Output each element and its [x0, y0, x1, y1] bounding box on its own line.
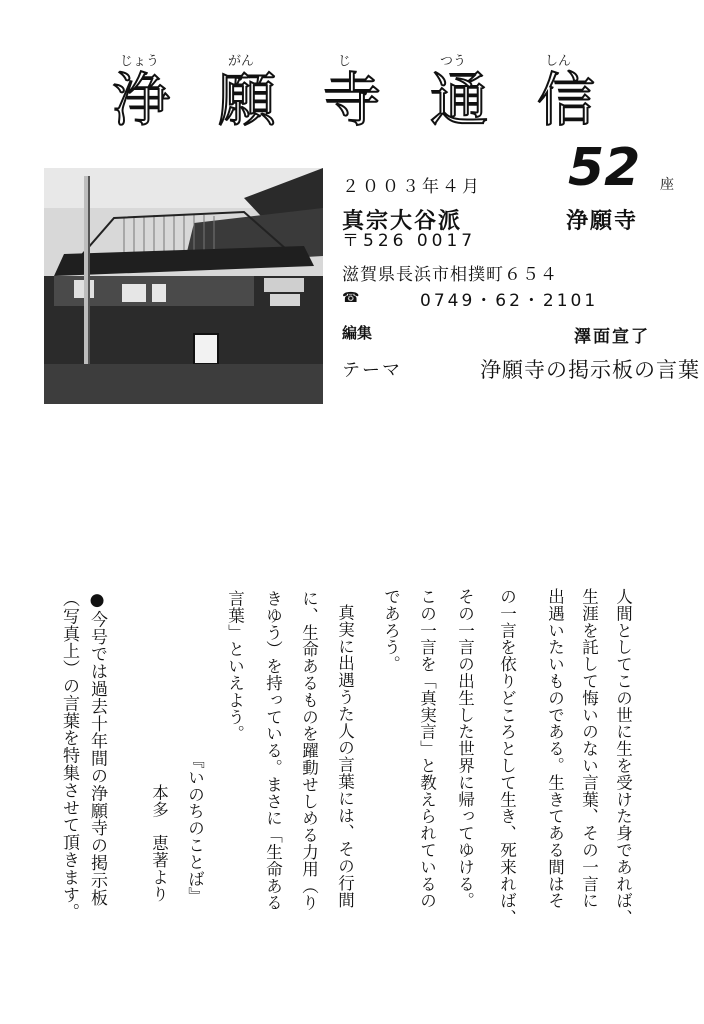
editor-name: 澤面宣了 — [574, 327, 650, 347]
furigana-shin: しん — [545, 54, 572, 69]
paragraph1-col5: その一言の出生した世界に帰ってゆける。 — [455, 588, 475, 910]
paragraph1-col3: 出遇いたいものである。生きてある間はそ — [545, 588, 565, 910]
title-char-tsuu: 通 — [430, 66, 489, 134]
paragraph1-col1: 人間としてこの世に生を受けた身であれば、 — [613, 588, 633, 926]
citation-source: 『いのちのことば』 — [185, 752, 205, 905]
paragraph1-col2: 生涯を託して悔いのない言葉、その一言に — [579, 588, 599, 910]
postal-code: 〒526 0017 — [342, 231, 477, 251]
title-char-gan: 願 — [218, 66, 277, 134]
furigana-jou: じょう — [120, 54, 160, 69]
citation-author: 本多 恵著より — [149, 784, 169, 903]
paragraph1-col6: この一言を「真実言」と教えられているの — [417, 588, 437, 910]
paragraph2-col1: 真実に出遇うた人の言葉には、その行間 — [335, 604, 355, 909]
furigana-ji: じ — [338, 54, 352, 69]
issue-unit: 座 — [660, 177, 674, 193]
title-char-shin: 信 — [537, 66, 596, 134]
title-char-ji: 寺 — [323, 66, 382, 134]
theme-value: 浄願寺の掲示板の言葉 — [480, 358, 700, 382]
paragraph1-col4: の一言を依りどころとして生き、死来れば、 — [497, 588, 517, 926]
issue-number: 52 — [568, 138, 641, 198]
note-col2: （写真上）の言葉を特集させて頂きます。 — [59, 590, 79, 921]
temple-name: 浄願寺 — [566, 209, 639, 234]
editor-label: 編集 — [342, 324, 373, 342]
phone-number: 0749・62・2101 — [420, 291, 599, 311]
paragraph2-col3: きゆう）を持っている。まさに「生命ある — [263, 590, 283, 912]
furigana-gan: がん — [228, 54, 255, 69]
furigana-tsuu: つう — [440, 54, 467, 69]
paragraph2-col2: に、生命あるものを躍動せしめる力用（り — [299, 590, 319, 912]
theme-label: テーマ — [342, 360, 402, 381]
paragraph2-col4: 言葉」といえよう。 — [225, 590, 245, 743]
sect-name: 真宗大谷派 — [342, 209, 463, 234]
issue-date: ２００３年４月 — [342, 177, 482, 197]
title-char-jou: 浄 — [112, 66, 171, 134]
telephone-icon: ☎ — [342, 290, 360, 306]
note-col1: ●今号では過去十年間の浄願寺の掲示板 — [87, 590, 107, 907]
paragraph1-col7: であろう。 — [381, 588, 401, 673]
temple-address: 滋賀県長浜市相撲町６５４ — [342, 265, 558, 285]
temple-photo — [44, 168, 323, 404]
